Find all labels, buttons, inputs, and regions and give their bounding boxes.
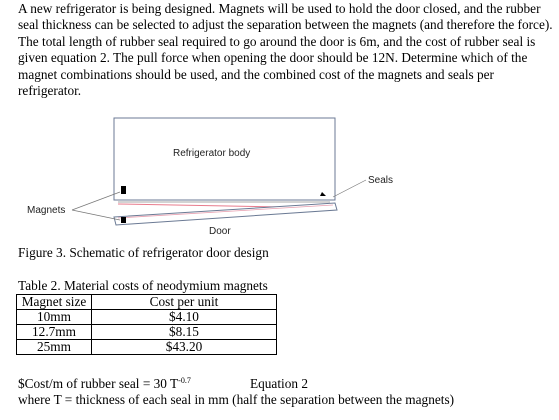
table-row	[17, 310, 277, 325]
table-header-row	[17, 295, 277, 310]
magnet-size-cell: 25mm	[17, 340, 92, 355]
equation-label: Equation 2	[250, 376, 308, 391]
seals-leader	[333, 180, 366, 197]
door-label: Door	[209, 226, 231, 237]
magnets-leader-1	[72, 192, 120, 210]
refrigerator-body-label: Refrigerator body	[173, 148, 251, 159]
equation-text	[18, 376, 191, 392]
equation-lhs: $Cost/m of rubber seal = 30 T	[18, 376, 179, 391]
table-row	[17, 340, 277, 355]
table-row	[17, 325, 277, 340]
magnets-leader-2	[72, 210, 120, 220]
equation-where: where T = thickness of each seal in mm (half the separation between the magnets)	[18, 392, 455, 407]
problem-statement: A new refrigerator is being designed. Magnets will be used to hold the door closed, and the rubber seal thickness can be selected to adjust the separation between the magnets (and therefore the force). The total length of rubber seal required to go around the door is 6m, and the cost of rubber seal is given equation 2. The pull force when opening the door should be 12N. Determine which of the magnet combinations should be used, and the combined cost of the magnets and seals per refrigerator.	[18, 1, 553, 99]
magnet-marker	[320, 192, 326, 196]
magnet-size-cell: 10mm	[17, 310, 92, 325]
magnets-label: Magnets	[27, 205, 66, 216]
cost-cell: $4.10	[92, 310, 277, 325]
cost-cell: $43.20	[92, 340, 277, 355]
magnet-body	[121, 186, 126, 194]
figure-caption: Figure 3. Schematic of refrigerator door design	[18, 245, 269, 260]
refrigerator-door-diagram	[0, 110, 420, 240]
equation-exponent: -0.7	[178, 376, 191, 385]
table-caption: Table 2. Material costs of neodymium magnets	[18, 278, 268, 293]
magnet-size-cell: 12.7mm	[17, 325, 92, 340]
magnet-door	[121, 217, 126, 223]
cost-cell: $8.15	[92, 325, 277, 340]
seals-label: Seals	[368, 175, 394, 186]
magnet-cost-table	[16, 294, 277, 355]
column-header-magnet-size: Magnet size	[17, 295, 92, 310]
column-header-cost: Cost per unit	[92, 295, 277, 310]
refrigerator-body	[114, 118, 335, 200]
